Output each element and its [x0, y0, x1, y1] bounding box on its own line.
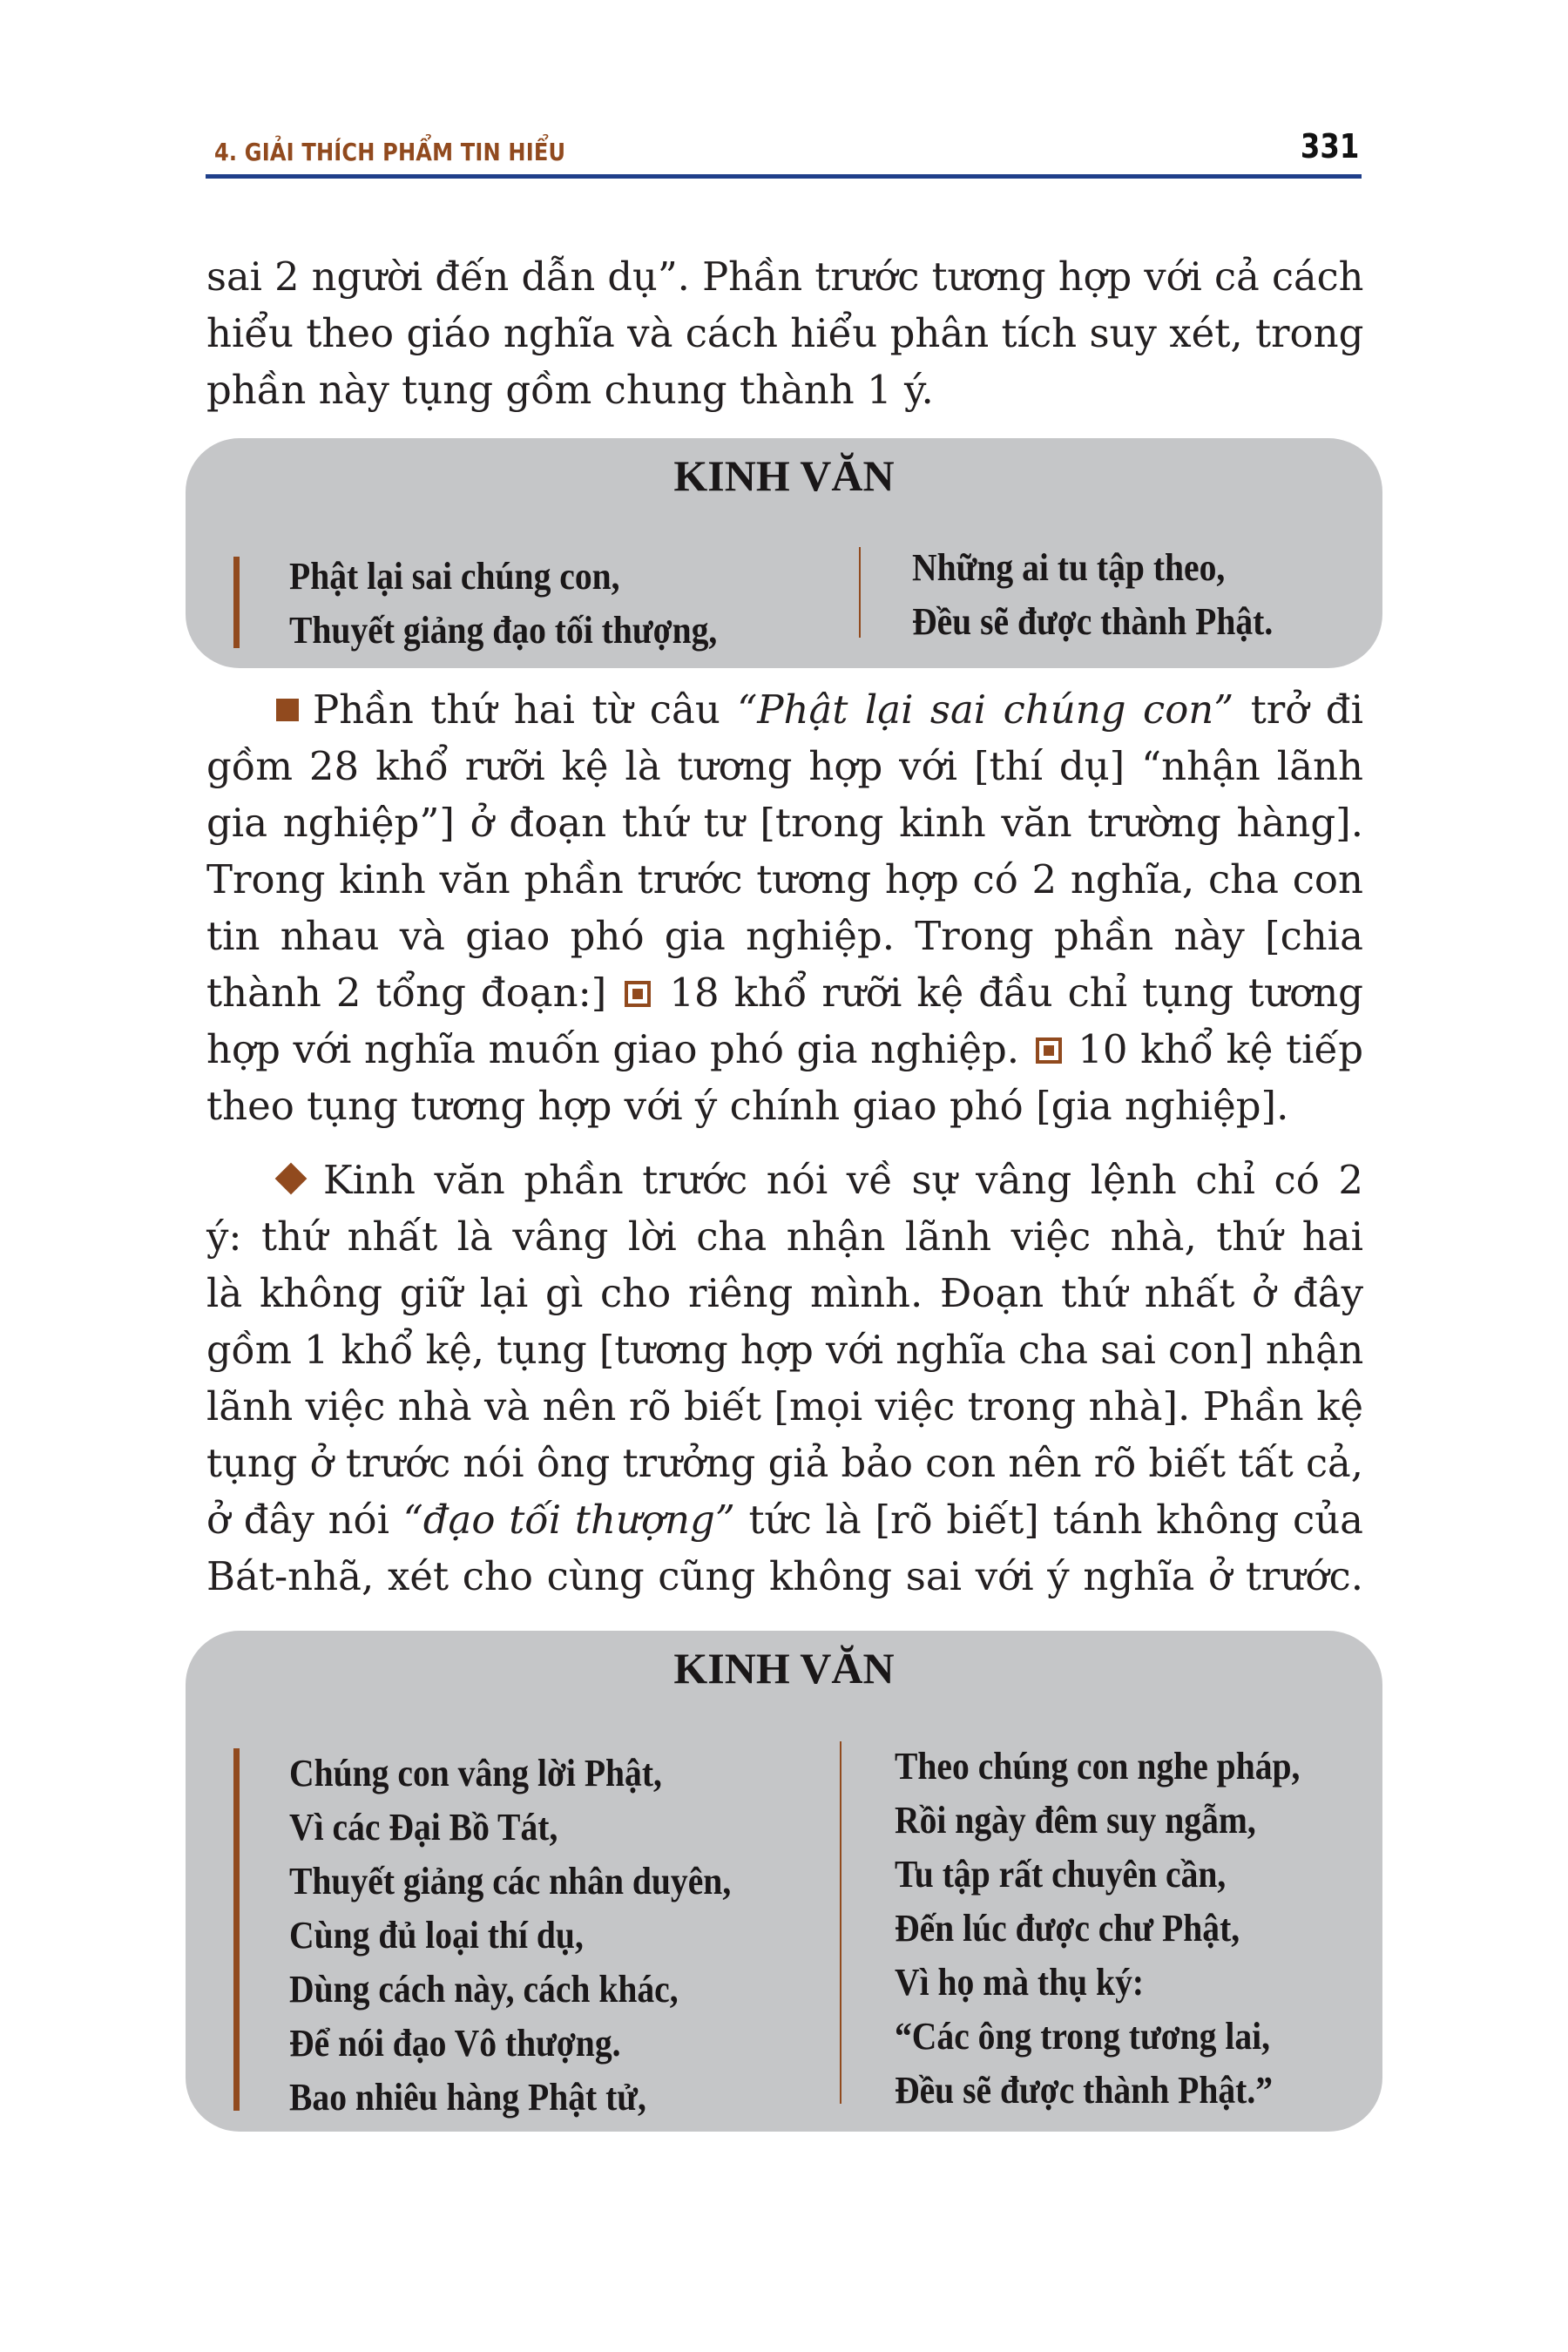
- text-line: là không giữ lại gì cho riêng mình. Đoạn thứ nhất ở đây: [206, 1270, 1363, 1316]
- text-line: gồm 1 khổ kệ, tụng [tương hợp với nghĩa cha sai con] nhận: [206, 1327, 1364, 1373]
- paragraph-3: [206, 1152, 1363, 1605]
- paragraph-1: [206, 248, 1363, 418]
- text-line: [206, 1152, 1363, 1208]
- quoted-phrase: “đạo tối thượng”: [402, 1497, 735, 1543]
- verse-line: Chúng con vâng lời Phật,: [289, 1752, 662, 1794]
- text-line: tin nhau và giao phó gia nghiệp. Trong phần này [chia: [206, 913, 1363, 959]
- verse-column-left: [289, 1747, 781, 2125]
- verse-line: Tu tập rất chuyên cần,: [895, 1853, 1227, 1896]
- verse-line: “Các ông trong tương lai,: [895, 2015, 1271, 2058]
- verse-line: Thuyết giảng đạo tối thượng,: [289, 609, 718, 652]
- boxed-square-icon: [625, 981, 651, 1007]
- verse-column-right: [912, 541, 1313, 649]
- text-span: trở đi: [1233, 686, 1364, 733]
- text-line: [206, 681, 1363, 738]
- text-line: sai 2 người đến dẫn dụ”. Phần trước tương hợp với cả cách: [206, 253, 1364, 300]
- text-line: theo tụng tương hợp với ý chính giao phó [gia nghiệp].: [206, 1083, 1289, 1129]
- text-line: Bát-nhã, xét cho cùng cũng không sai với ý nghĩa ở trước.: [206, 1553, 1363, 1599]
- verse-line: Đều sẽ được thành Phật.: [912, 600, 1274, 643]
- scripture-box-2: [186, 1631, 1382, 2132]
- verse-column-right: [895, 1740, 1345, 2118]
- text-line: hiểu theo giáo nghĩa và cách hiểu phân tích suy xét, trong: [206, 310, 1364, 356]
- verse-line: Đều sẽ được thành Phật.”: [895, 2069, 1274, 2112]
- verse-line: Thuyết giảng các nhân duyên,: [289, 1860, 732, 1903]
- scripture-box-title: KINH VĂN: [673, 451, 895, 500]
- text-line: tụng ở trước nói ông trưởng giả bảo con nên rõ biết tất cả,: [206, 1440, 1363, 1486]
- verse-divider: [859, 547, 861, 638]
- scripture-box-title: KINH VĂN: [673, 1644, 895, 1693]
- verse-line: Để nói đạo Vô thượng.: [289, 2022, 621, 2065]
- text-span: Phần thứ hai từ câu: [313, 686, 738, 733]
- verse-accent-bar: [233, 557, 240, 648]
- text-line: [206, 1491, 1363, 1548]
- text-span: ở đây nói: [206, 1497, 403, 1543]
- text-span: 18 khổ rưỡi kệ đầu chỉ tụng tương: [669, 970, 1363, 1016]
- boxed-square-icon: [1036, 1037, 1062, 1064]
- text-line: Trong kinh văn phần trước tương hợp có 2 nghĩa, cha con: [206, 856, 1363, 902]
- text-span: tức là [rõ biết] tánh không của: [734, 1497, 1363, 1543]
- text-span: thành 2 tổng đoạn:]: [206, 970, 607, 1016]
- verse-line: Vì họ mà thụ ký:: [895, 1961, 1145, 2004]
- verse-line: Bao nhiêu hàng Phật tử,: [289, 2076, 646, 2119]
- chapter-title: 4. GIẢI THÍCH PHẨM TIN HIỂU: [214, 138, 566, 166]
- verse-line: Đến lúc được chư Phật,: [895, 1907, 1240, 1950]
- text-line: phần này tụng gồm chung thành 1 ý.: [206, 367, 934, 413]
- text-line: [206, 1021, 1363, 1078]
- text-line: [206, 964, 1363, 1021]
- page-number: 331: [1300, 127, 1359, 166]
- verse-line: Vì các Đại Bồ Tát,: [289, 1806, 558, 1848]
- diamond-bullet-icon: [275, 1163, 308, 1195]
- text-line: gia nghiệp”] ở đoạn thứ tư [trong kinh văn trường hàng].: [206, 800, 1363, 846]
- text-span: Kinh văn phần trước nói về sự vâng lệnh chỉ có 2: [323, 1157, 1363, 1203]
- verse-line: Theo chúng con nghe pháp,: [895, 1745, 1301, 1788]
- verse-divider: [840, 1741, 841, 2104]
- text-line: ý: thứ nhất là vâng lời cha nhận lãnh việc nhà, thứ hai: [206, 1213, 1363, 1260]
- scripture-box-1: [186, 438, 1382, 668]
- verse-accent-bar: [233, 1748, 240, 2111]
- verse-line: Cùng đủ loại thí dụ,: [289, 1914, 584, 1957]
- quoted-verse: “Phật lại sai chúng con”: [737, 686, 1234, 733]
- verse-column-left: [289, 550, 765, 658]
- text-line: gồm 28 khổ rưỡi kệ là tương hợp với [thí dụ] “nhận lãnh: [206, 743, 1363, 789]
- square-bullet-icon: [276, 699, 299, 721]
- text-span: 10 khổ kệ tiếp: [1078, 1026, 1364, 1072]
- verse-line: Phật lại sai chúng con,: [289, 555, 620, 598]
- text-span: hợp với nghĩa muốn giao phó gia nghiệp.: [206, 1026, 1020, 1072]
- verse-line: Rồi ngày đêm suy ngẫm,: [895, 1799, 1256, 1842]
- text-line: lãnh việc nhà và nên rõ biết [mọi việc trong nhà]. Phần kệ: [206, 1383, 1363, 1429]
- header-rule: [206, 174, 1362, 179]
- verse-line: Những ai tu tập theo,: [912, 546, 1226, 589]
- paragraph-2: [206, 681, 1363, 1134]
- verse-line: Dùng cách này, cách khác,: [289, 1968, 679, 2011]
